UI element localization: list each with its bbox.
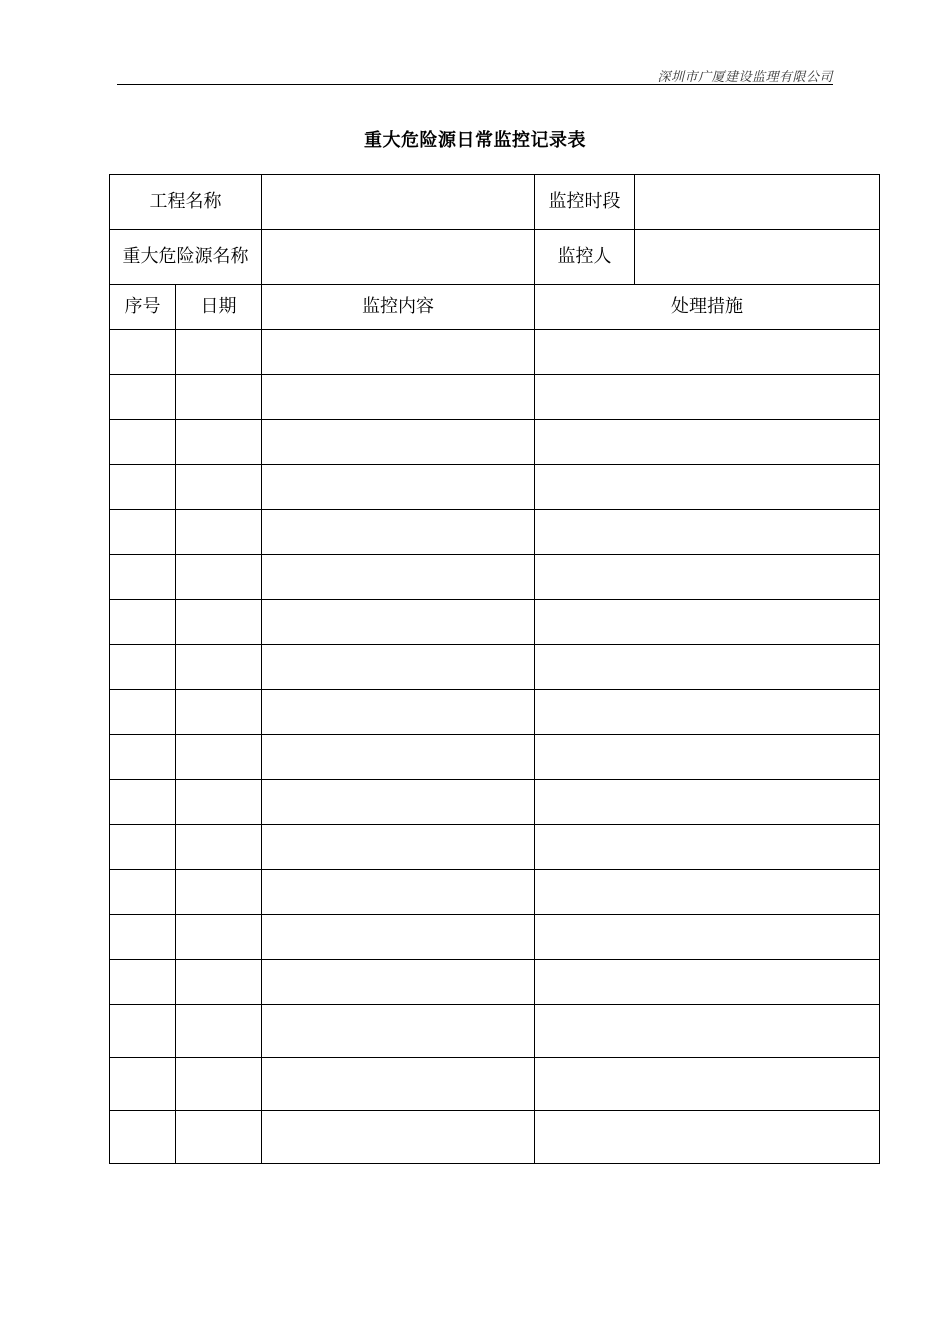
row-content-cell[interactable] <box>262 1111 535 1164</box>
row-date-cell[interactable] <box>176 465 262 510</box>
row-seq-cell[interactable] <box>110 600 176 645</box>
row-content-cell[interactable] <box>262 825 535 870</box>
table-row <box>110 510 880 555</box>
row-measures-cell[interactable] <box>535 825 880 870</box>
row-date-cell[interactable] <box>176 915 262 960</box>
hazard-name-label: 重大危险源名称 <box>110 230 262 285</box>
row-date-cell[interactable] <box>176 645 262 690</box>
row-date-cell[interactable] <box>176 375 262 420</box>
table-row <box>110 825 880 870</box>
row-content-cell[interactable] <box>262 960 535 1005</box>
row-measures-cell[interactable] <box>535 690 880 735</box>
row-date-cell[interactable] <box>176 1005 262 1058</box>
row-seq-cell[interactable] <box>110 465 176 510</box>
table-row <box>110 1111 880 1164</box>
table-row <box>110 555 880 600</box>
column-header-measures: 处理措施 <box>535 285 880 330</box>
row-content-cell[interactable] <box>262 1005 535 1058</box>
row-measures-cell[interactable] <box>535 465 880 510</box>
row-content-cell[interactable] <box>262 330 535 375</box>
row-content-cell[interactable] <box>262 690 535 735</box>
row-seq-cell[interactable] <box>110 510 176 555</box>
row-seq-cell[interactable] <box>110 735 176 780</box>
row-date-cell[interactable] <box>176 1058 262 1111</box>
row-measures-cell[interactable] <box>535 510 880 555</box>
row-seq-cell[interactable] <box>110 555 176 600</box>
table-row <box>110 690 880 735</box>
project-name-label: 工程名称 <box>110 175 262 230</box>
monitor-person-label: 监控人 <box>535 230 635 285</box>
column-header-content: 监控内容 <box>262 285 535 330</box>
row-seq-cell[interactable] <box>110 1005 176 1058</box>
table-row <box>110 465 880 510</box>
row-content-cell[interactable] <box>262 1058 535 1111</box>
row-date-cell[interactable] <box>176 555 262 600</box>
row-content-cell[interactable] <box>262 510 535 555</box>
row-seq-cell[interactable] <box>110 1111 176 1164</box>
table-row <box>110 375 880 420</box>
monitor-period-label: 监控时段 <box>535 175 635 230</box>
row-measures-cell[interactable] <box>535 330 880 375</box>
row-content-cell[interactable] <box>262 420 535 465</box>
row-seq-cell[interactable] <box>110 645 176 690</box>
row-seq-cell[interactable] <box>110 960 176 1005</box>
row-date-cell[interactable] <box>176 870 262 915</box>
table-row <box>110 1058 880 1111</box>
row-seq-cell[interactable] <box>110 330 176 375</box>
row-content-cell[interactable] <box>262 915 535 960</box>
table-row <box>110 960 880 1005</box>
row-date-cell[interactable] <box>176 735 262 780</box>
row-seq-cell[interactable] <box>110 690 176 735</box>
row-seq-cell[interactable] <box>110 780 176 825</box>
row-content-cell[interactable] <box>262 555 535 600</box>
monitor-period-field[interactable] <box>635 175 880 230</box>
row-measures-cell[interactable] <box>535 555 880 600</box>
project-row <box>110 175 880 230</box>
table-row <box>110 780 880 825</box>
row-measures-cell[interactable] <box>535 735 880 780</box>
document-title: 重大危险源日常监控记录表 <box>364 130 586 151</box>
row-measures-cell[interactable] <box>535 1005 880 1058</box>
row-date-cell[interactable] <box>176 600 262 645</box>
row-date-cell[interactable] <box>176 690 262 735</box>
row-seq-cell[interactable] <box>110 915 176 960</box>
table-row <box>110 600 880 645</box>
row-measures-cell[interactable] <box>535 600 880 645</box>
header-company-name: 深圳市广厦建设监理有限公司 <box>657 70 833 85</box>
row-date-cell[interactable] <box>176 510 262 555</box>
row-content-cell[interactable] <box>262 645 535 690</box>
row-seq-cell[interactable] <box>110 375 176 420</box>
row-measures-cell[interactable] <box>535 420 880 465</box>
row-content-cell[interactable] <box>262 870 535 915</box>
row-content-cell[interactable] <box>262 600 535 645</box>
row-measures-cell[interactable] <box>535 1111 880 1164</box>
header-rule <box>117 84 833 85</box>
column-header-row <box>110 285 880 330</box>
row-content-cell[interactable] <box>262 780 535 825</box>
column-header-date: 日期 <box>176 285 262 330</box>
row-date-cell[interactable] <box>176 960 262 1005</box>
row-date-cell[interactable] <box>176 1111 262 1164</box>
row-seq-cell[interactable] <box>110 825 176 870</box>
project-name-field[interactable] <box>262 175 535 230</box>
row-measures-cell[interactable] <box>535 915 880 960</box>
row-seq-cell[interactable] <box>110 870 176 915</box>
row-measures-cell[interactable] <box>535 780 880 825</box>
row-measures-cell[interactable] <box>535 960 880 1005</box>
table-row <box>110 645 880 690</box>
monitor-person-field[interactable] <box>635 230 880 285</box>
table-row <box>110 735 880 780</box>
row-content-cell[interactable] <box>262 375 535 420</box>
table-row <box>110 330 880 375</box>
row-measures-cell[interactable] <box>535 375 880 420</box>
hazard-row <box>110 230 880 285</box>
row-measures-cell[interactable] <box>535 870 880 915</box>
row-date-cell[interactable] <box>176 420 262 465</box>
monitor-record-table <box>109 174 880 1164</box>
hazard-name-field[interactable] <box>262 230 535 285</box>
row-seq-cell[interactable] <box>110 420 176 465</box>
row-date-cell[interactable] <box>176 825 262 870</box>
row-content-cell[interactable] <box>262 735 535 780</box>
row-seq-cell[interactable] <box>110 1058 176 1111</box>
table-row <box>110 420 880 465</box>
row-date-cell[interactable] <box>176 330 262 375</box>
row-measures-cell[interactable] <box>535 1058 880 1111</box>
row-measures-cell[interactable] <box>535 645 880 690</box>
column-header-seq: 序号 <box>110 285 176 330</box>
row-content-cell[interactable] <box>262 465 535 510</box>
table-row <box>110 870 880 915</box>
table-row <box>110 915 880 960</box>
row-date-cell[interactable] <box>176 780 262 825</box>
table-row <box>110 1005 880 1058</box>
